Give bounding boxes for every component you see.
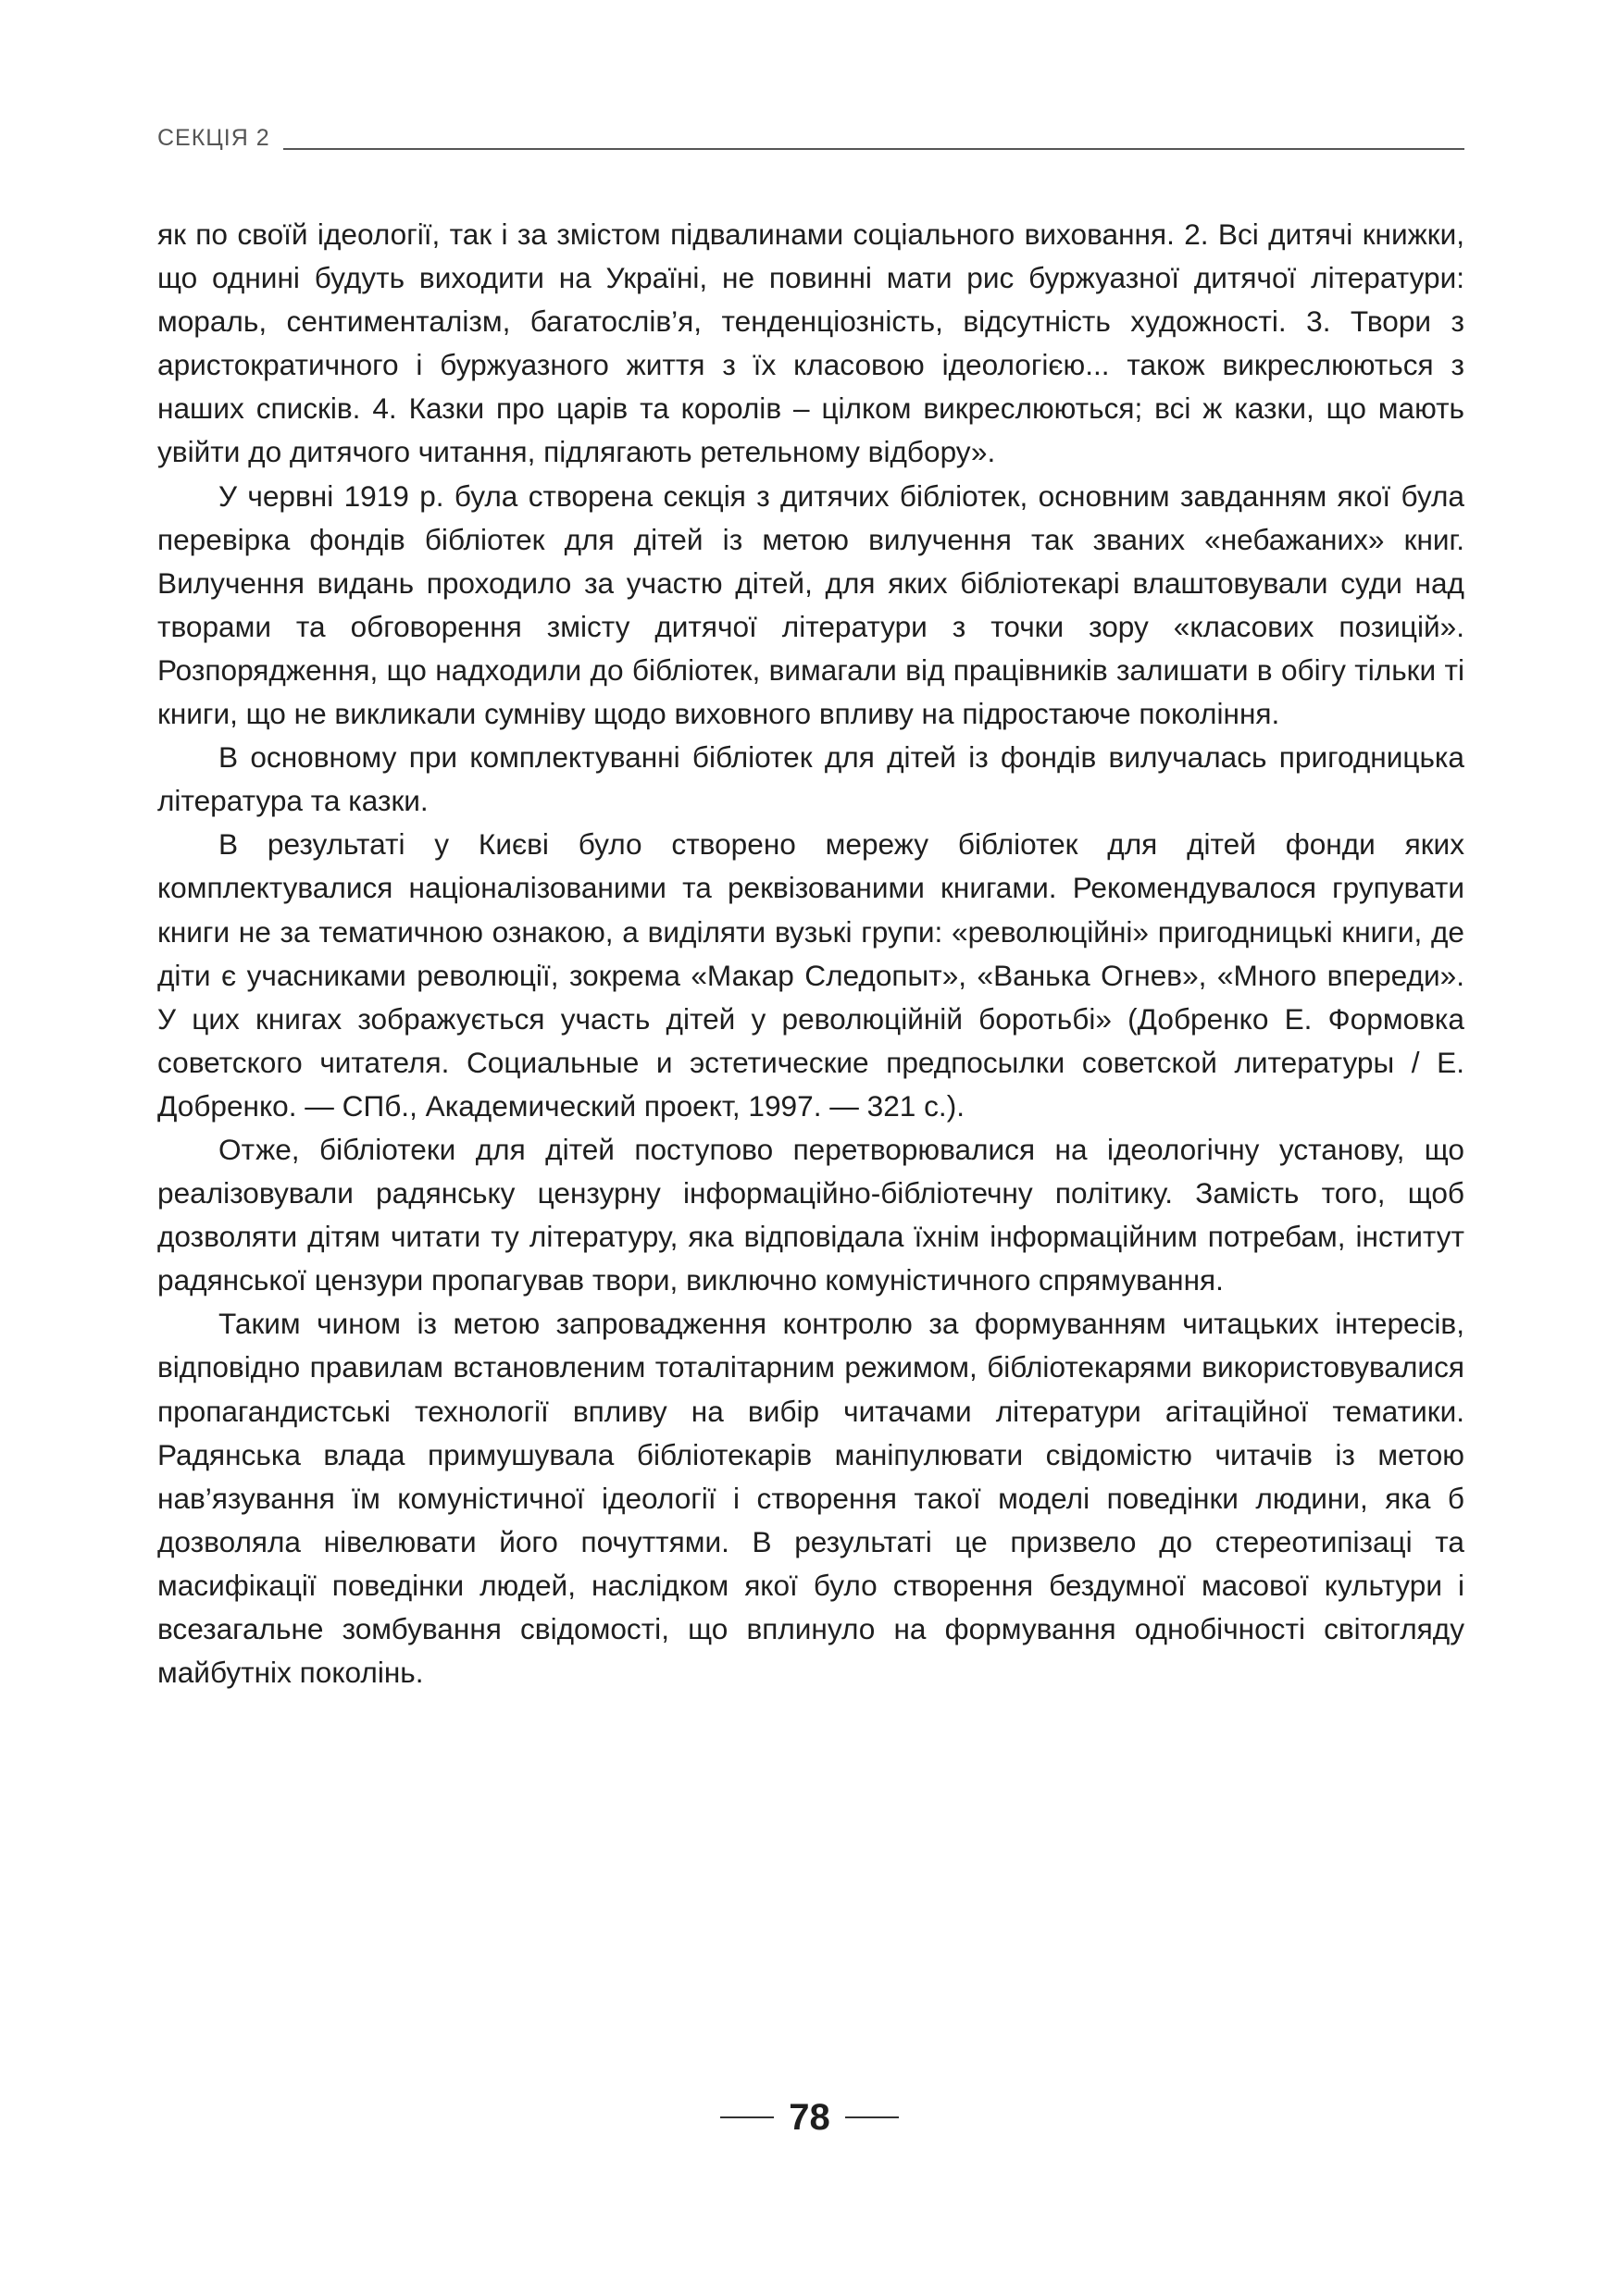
paragraph: Отже, бібліотеки для дітей поступово перетворювалися на ідеологічну установу, що реалізовували радянську цензурну інформаційно-бібліотечну політику. Замість того, щоб дозволяти дітям читати ту літературу, яка відповідала їхнім інформаційним потребам, інститут радянської цензури пропагував твори, виключно комуністичного спрямування. <box>157 1132 1464 1297</box>
header-rule <box>283 148 1464 150</box>
paragraph: В основному при комплектуванні бібліотек для дітей із фондів вилучалась пригодницька література та казки. <box>157 740 1464 818</box>
footer-rule-left <box>720 2116 774 2118</box>
running-header <box>157 120 1464 154</box>
paragraph: Таким чином із метою запровадження контролю за формуванням читацьких інтересів, відповідно правилам встановленим тоталітарним режимом, бібліотекарями використовувалися пропагандистські технології впливу на вибір читачами літератури агітаційної тематики. Радянська влада примушувала бібліотекарів маніпулювати свідомістю читачів із метою нав’язування їм комуністичної ідеології і створення такої моделі поведінки людини, яка б дозволяла нівелювати його почуттями. В результаті це призвело до стереотипізаці та масифікації поведінки людей, наслідком якої було створення бездумної масової культури і всезагальне зомбування свідомості, що вплинуло на формування однобічності світогляду майбутніх поколінь. <box>157 1307 1464 1690</box>
paragraph: як по своїй ідеології, так і за змістом підвалинами соціального виховання. 2. Всі дитячі книжки, що однині будуть виходити на Україні, не повинні мати рис буржуазної дитячої літератури: мораль, сентименталізм, багатослів’я, тенденціозність, відсутність художності. 3. Твори з аристократичного і буржуазного життя з їх класовою ідеологією... також викреслюються з наших списків. 4. Казки про царів та королів – цілком викреслюються; всі ж казки, що мають увійти до дитячого читання, підлягають ретельному відбору». <box>157 217 1464 469</box>
paragraph: У червні 1919 р. була створена секція з дитячих бібліотек, основним завданням якої була перевірка фондів бібліотек для дітей із метою вилучення так званих «небажаних» книг. Вилучення видань проходило за участю дітей, для яких бібліотекарі влаштовували суди над творами та обговорення змісту дитячої літератури з точки зору «класових позицій». Розпорядження, що надходили до бібліотек, вимагали від працівників залишати в обігу тільки ті книги, що не викликали сумніву щодо виховного впливу на підростаюче покоління. <box>157 478 1464 731</box>
page-footer <box>0 2099 1619 2136</box>
body-text <box>157 213 1464 1694</box>
footer-rule-right <box>845 2116 899 2118</box>
section-label: СЕКЦІЯ 2 <box>157 125 270 151</box>
paragraph: В результаті у Києві було створено мережу бібліотек для дітей фонди яких комплектувалися націоналізованими та реквізованими книгами. Рекомендувалося групувати книги не за тематичною ознакою, а виділяти вузькі групи: «революційні» пригодницькі книги, де діти є учасниками революції, зокрема «Макар Следопыт», «Ванька Огнев», «Много впереди». У цих книгах зображується участь дітей у революційній боротьбі» (Добренко Е. Формовка советского читателя. Социальные и эстетические предпосылки советской литературы / Е. Добренко. — СПб., Академический проект, 1997. — 321 с.). <box>157 827 1464 1123</box>
page-number: 78 <box>789 2097 830 2138</box>
